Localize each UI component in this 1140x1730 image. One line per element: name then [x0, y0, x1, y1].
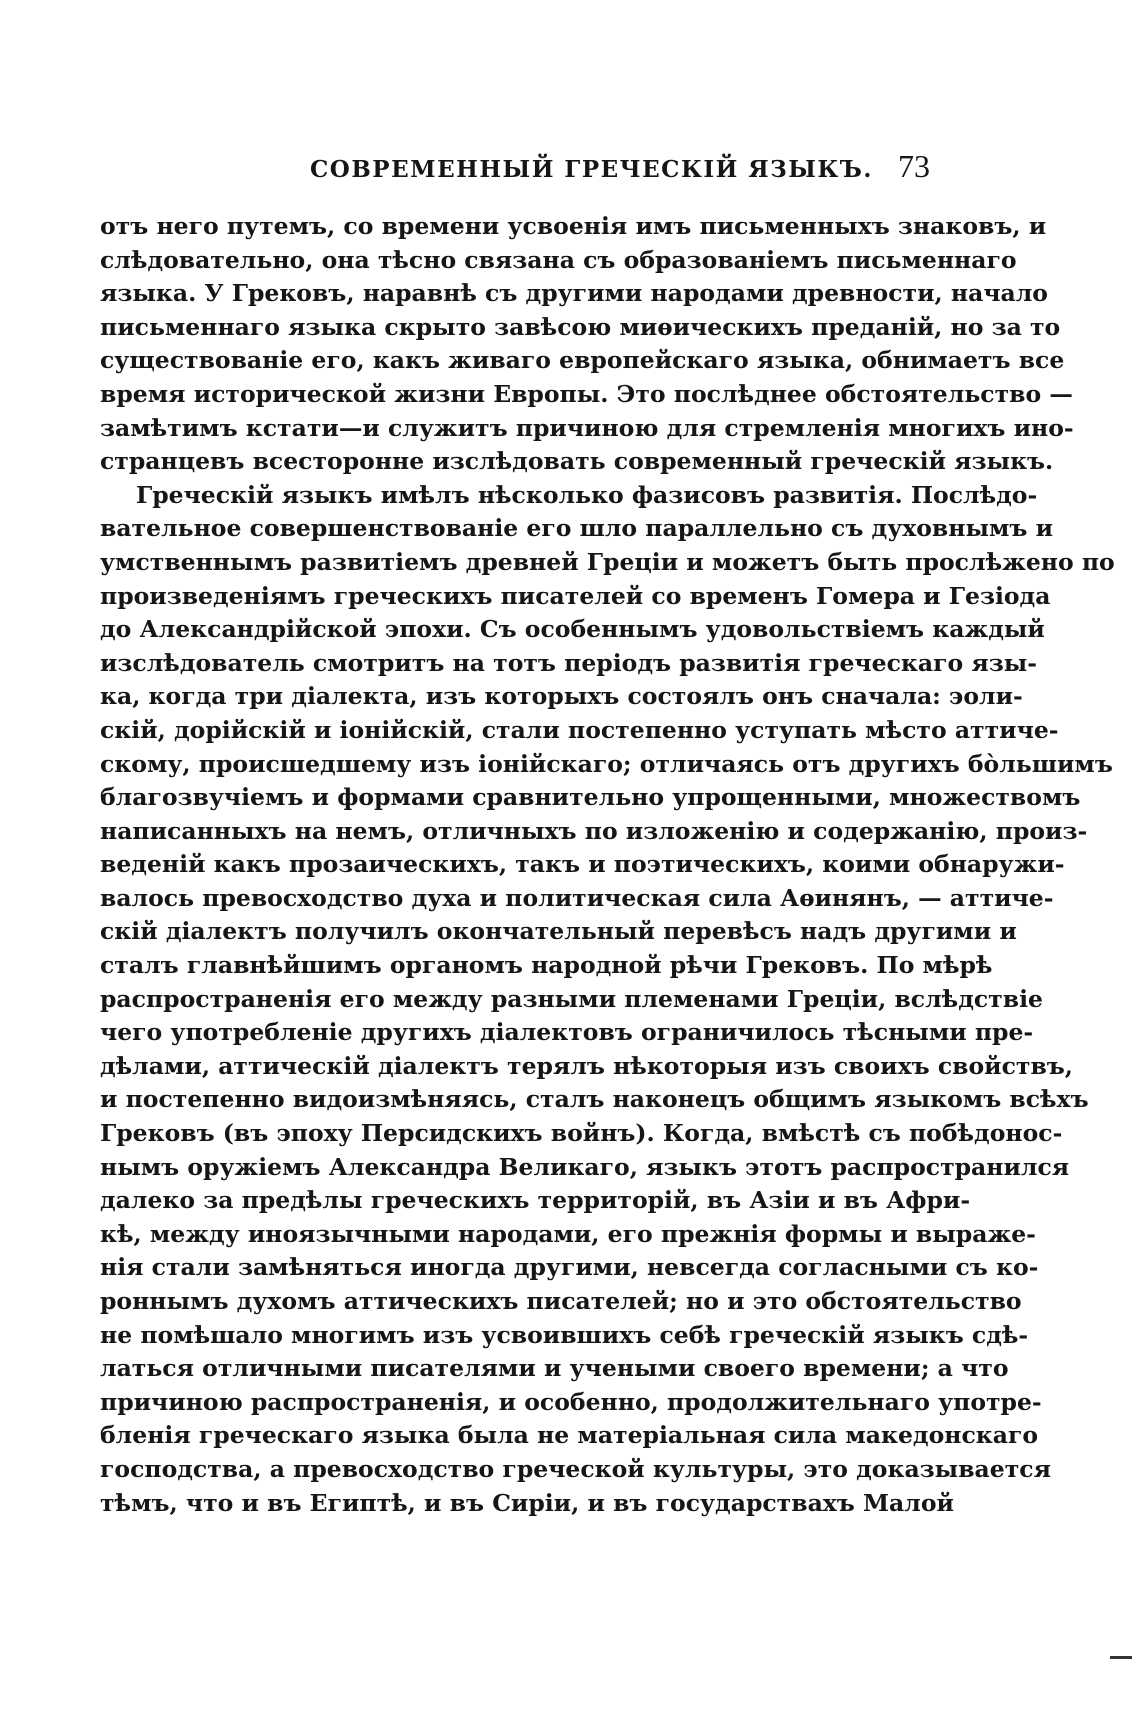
text-line: чего употребленіе другихъ діалектовъ ограничилось тѣсными пре-	[100, 1018, 1034, 1047]
text-line: скій, дорійскій и іонійскій, стали постепенно уступать мѣсто аттиче-	[100, 715, 1059, 744]
text-line: причиною распространенія, и особенно, продолжительнаго употре-	[100, 1387, 1042, 1416]
text-line: ка, когда три діалекта, изъ которыхъ состоялъ онъ сначала: эоли-	[100, 682, 1023, 711]
text-line: далеко за предѣлы греческихъ территорій, въ Азіи и въ Афри-	[100, 1186, 971, 1215]
text-line: нія стали замѣняться иногда другими, невсегда согласными съ ко-	[100, 1253, 1039, 1282]
text-line: роннымъ духомъ аттическихъ писателей; но и это обстоятельство	[100, 1287, 1022, 1315]
text-line: слѣдовательно, она тѣсно связана съ образованіемъ письменнаго	[100, 245, 1017, 274]
text-line: замѣтимъ кстати—и служитъ причиною для стремленія многихъ ино-	[100, 413, 1074, 442]
text-line: тѣмъ, что и въ Египтѣ, и въ Сиріи, и въ государствахъ Малой	[100, 1488, 954, 1517]
text-line: бленія греческаго языка была не матеріальная сила македонскаго	[100, 1421, 1039, 1450]
text-line: Греческій языкъ имѣлъ нѣсколько фазисовъ развитія. Послѣдо-	[136, 480, 1038, 509]
text-line: сталъ главнѣйшимъ органомъ народной рѣчи Грековъ. По мѣрѣ	[100, 951, 993, 980]
text-line: время исторической жизни Европы. Это послѣднее обстоятельство —	[100, 379, 1073, 408]
running-header	[108, 148, 936, 188]
text-line: благозвучіемъ и формами сравнительно упрощенными, множествомъ	[100, 783, 1081, 812]
text-line: скому, происшедшему изъ іонійскаго; отличаясь отъ другихъ бо̀льшимъ	[100, 749, 1113, 778]
text-line: отъ него путемъ, со времени усвоенія имъ письменныхъ знаковъ, и	[100, 212, 1047, 240]
text-line: не помѣшало многимъ изъ усвоившихъ себѣ греческій языкъ сдѣ-	[100, 1320, 1029, 1349]
text-line: веденій какъ прозаическихъ, такъ и поэтическихъ, коими обнаружи-	[100, 850, 1065, 879]
page-number: 73	[898, 148, 930, 184]
text-line: нымъ оружіемъ Александра Великаго, языкъ этотъ распространился	[100, 1152, 1070, 1181]
body-text	[100, 210, 1115, 1520]
text-line: скій діалектъ получилъ окончательный перевѣсъ надъ другими и	[100, 917, 1017, 946]
text-line: Грековъ (въ эпоху Персидскихъ войнъ). Когда, вмѣстѣ съ побѣдонос-	[100, 1119, 1063, 1148]
text-line: произведеніямъ греческихъ писателей со временъ Гомера и Гезіода	[100, 581, 1051, 610]
paragraph	[100, 479, 1115, 1520]
text-line: существованіе его, какъ живаго европейскаго языка, обнимаетъ все	[100, 346, 1065, 375]
text-line: умственнымъ развитіемъ древней Греціи и можетъ быть прослѣжено по	[100, 547, 1115, 576]
text-line: странцевъ всесторонне изслѣдовать современный греческій языкъ.	[100, 447, 1054, 476]
text-line: латься отличными писателями и учеными своего времени; а что	[100, 1354, 1009, 1383]
text-line: кѣ, между иноязычными народами, его прежнія формы и выраже-	[100, 1219, 1036, 1248]
running-title: СОВРЕМЕННЫЙ ГРЕЧЕСКІЙ ЯЗЫКЪ.	[310, 156, 873, 183]
text-line: господства, а превосходство греческой культуры, это доказывается	[100, 1454, 1051, 1483]
text-line: до Александрійской эпохи. Съ особеннымъ удовольствіемъ каждый	[100, 615, 1045, 644]
text-line: языка. У Грековъ, наравнѣ съ другими народами древности, начало	[100, 279, 1048, 308]
text-line: написанныхъ на немъ, отличныхъ по изложенію и содержанію, произ-	[100, 816, 1088, 845]
text-line: и постепенно видоизмѣняясь, сталъ наконецъ общимъ языкомъ всѣхъ	[100, 1085, 1089, 1114]
scan-edge-mark	[1110, 1656, 1132, 1659]
text-line: письменнаго языка скрыто завѣсою миѳическихъ преданій, но за то	[100, 312, 1061, 341]
text-line: вательное совершенствованіе его шло параллельно съ духовнымъ и	[100, 514, 1054, 543]
text-line: дѣлами, аттическій діалектъ терялъ нѣкоторыя изъ своихъ свойствъ,	[100, 1051, 1073, 1080]
paragraph	[100, 210, 1074, 479]
text-line: распространенія его между разными племенами Греціи, вслѣдствіе	[100, 984, 1043, 1013]
text-line: валось превосходство духа и политическая сила Аѳинянъ, — аттиче-	[100, 883, 1054, 912]
text-line: изслѣдователь смотритъ на тотъ періодъ развитія греческаго язы-	[100, 648, 1038, 677]
